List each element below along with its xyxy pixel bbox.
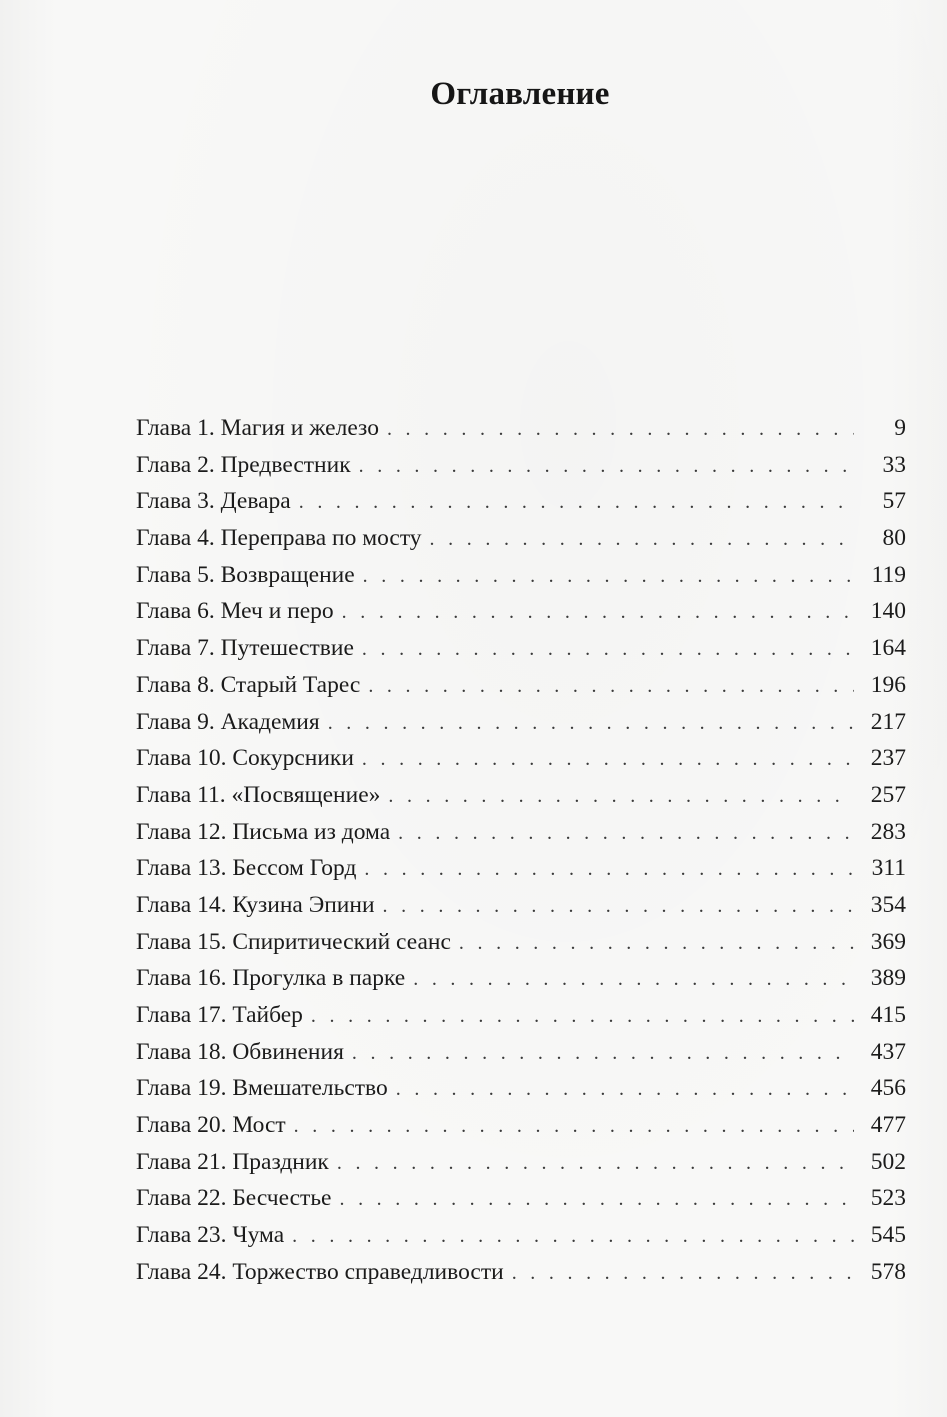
dot-leader	[339, 1181, 854, 1218]
toc-page-number: 237	[870, 745, 906, 772]
toc-chapter-title: Глава 6. Меч и перо	[136, 598, 334, 625]
toc-entry	[136, 887, 906, 924]
toc-page-number: 217	[870, 708, 906, 735]
toc-chapter-title: Глава 12. Письма из дома	[136, 818, 391, 845]
toc-page-number: 57	[882, 488, 906, 515]
toc-page-number: 437	[870, 1038, 906, 1065]
toc-page-number: 140	[870, 598, 906, 625]
toc-page-number: 311	[871, 855, 906, 882]
dot-leader	[413, 961, 854, 998]
dot-leader	[352, 1035, 854, 1072]
toc-chapter-title: Глава 20. Мост	[136, 1112, 286, 1139]
toc-chapter-title: Глава 19. Вмешательство	[136, 1075, 388, 1102]
dot-leader	[383, 888, 854, 925]
dot-leader	[364, 851, 854, 888]
toc-entry	[136, 740, 906, 777]
toc-chapter-title: Глава 17. Тайбер	[136, 1002, 303, 1028]
dot-leader	[387, 411, 854, 448]
toc-chapter-title: Глава 1. Магия и железо	[136, 415, 379, 441]
toc-page-number: 9	[894, 415, 906, 441]
toc-page-number: 415	[870, 1002, 906, 1028]
toc-entry	[136, 1217, 906, 1254]
toc-entry	[136, 667, 906, 704]
toc-chapter-title: Глава 7. Путешествие	[136, 635, 354, 662]
toc-entry	[136, 1070, 906, 1107]
page-title: Оглавление	[430, 76, 610, 112]
toc-entry	[136, 850, 906, 887]
dot-leader	[311, 998, 854, 1035]
dot-leader	[294, 1108, 854, 1145]
toc-chapter-title: Глава 23. Чума	[136, 1222, 285, 1249]
dot-leader	[459, 925, 854, 962]
toc-chapter-title: Глава 18. Обвинения	[136, 1038, 344, 1065]
toc-page-number: 354	[870, 891, 906, 918]
toc-entry	[136, 1144, 906, 1181]
dot-leader	[396, 1071, 854, 1108]
toc-entry	[136, 814, 906, 851]
toc-chapter-title: Глава 10. Сокурсники	[136, 745, 354, 772]
dot-leader	[299, 484, 854, 521]
toc-chapter-title: Глава 21. Праздник	[136, 1148, 329, 1175]
toc-page-number: 119	[871, 561, 906, 588]
dot-leader	[363, 558, 854, 595]
dot-leader	[430, 521, 854, 558]
toc-entry	[136, 520, 906, 557]
toc-entry	[136, 777, 906, 814]
toc-page-number: 389	[870, 965, 906, 992]
toc-entry	[136, 960, 906, 997]
toc-page-number: 369	[870, 928, 906, 955]
dot-leader	[362, 631, 854, 668]
toc-page-number: 545	[870, 1222, 906, 1249]
toc-entry	[136, 483, 906, 520]
toc-entry	[136, 704, 906, 741]
toc-chapter-title: Глава 3. Девара	[136, 488, 291, 515]
toc-entry	[136, 1254, 906, 1291]
toc-entry	[136, 997, 906, 1034]
toc-page-number: 578	[870, 1258, 906, 1285]
dot-leader	[342, 594, 854, 631]
dot-leader	[359, 448, 854, 485]
toc-chapter-title: Глава 8. Старый Тарес	[136, 671, 361, 698]
dot-leader	[292, 1218, 854, 1255]
toc-page-number: 80	[882, 525, 906, 552]
toc-chapter-title: Глава 14. Кузина Эпини	[136, 891, 375, 918]
dot-leader	[362, 741, 854, 778]
toc-chapter-title: Глава 5. Возвращение	[136, 561, 355, 588]
toc-page-number: 477	[870, 1112, 906, 1139]
toc-page-number: 257	[870, 781, 906, 808]
toc-entry	[136, 1107, 906, 1144]
toc-page-number: 164	[870, 635, 906, 662]
toc-chapter-title: Глава 11. «Посвящение»	[136, 781, 381, 808]
toc-chapter-title: Глава 4. Переправа по мосту	[136, 525, 422, 552]
toc-chapter-title: Глава 9. Академия	[136, 708, 320, 735]
toc-page-number: 33	[882, 451, 906, 478]
toc-chapter-title: Глава 15. Спиритический сеанс	[136, 928, 451, 955]
dot-leader	[368, 668, 854, 705]
dot-leader	[512, 1255, 854, 1292]
dot-leader	[328, 705, 854, 742]
toc-page-number: 283	[870, 818, 906, 845]
toc-entry	[136, 630, 906, 667]
toc-entry	[136, 557, 906, 594]
toc-page-number: 523	[870, 1185, 906, 1212]
toc-entry	[136, 410, 906, 447]
toc-entry	[136, 593, 906, 630]
toc-chapter-title: Глава 13. Бессом Горд	[136, 855, 357, 882]
toc-page-number: 456	[870, 1075, 906, 1102]
toc-entry	[136, 924, 906, 961]
toc-entry	[136, 1034, 906, 1071]
toc-chapter-title: Глава 24. Торжество справедливости	[136, 1258, 504, 1285]
toc-page-number: 196	[870, 671, 906, 698]
dot-leader	[337, 1145, 854, 1182]
toc-chapter-title: Глава 2. Предвестник	[136, 451, 351, 478]
toc-entry	[136, 447, 906, 484]
toc-page-number: 502	[870, 1148, 906, 1175]
dot-leader	[398, 815, 854, 852]
dot-leader	[388, 778, 854, 815]
toc-entry	[136, 1180, 906, 1217]
toc-chapter-title: Глава 22. Бесчестье	[136, 1185, 332, 1212]
toc-chapter-title: Глава 16. Прогулка в парке	[136, 965, 406, 992]
table-of-contents	[136, 410, 906, 1291]
